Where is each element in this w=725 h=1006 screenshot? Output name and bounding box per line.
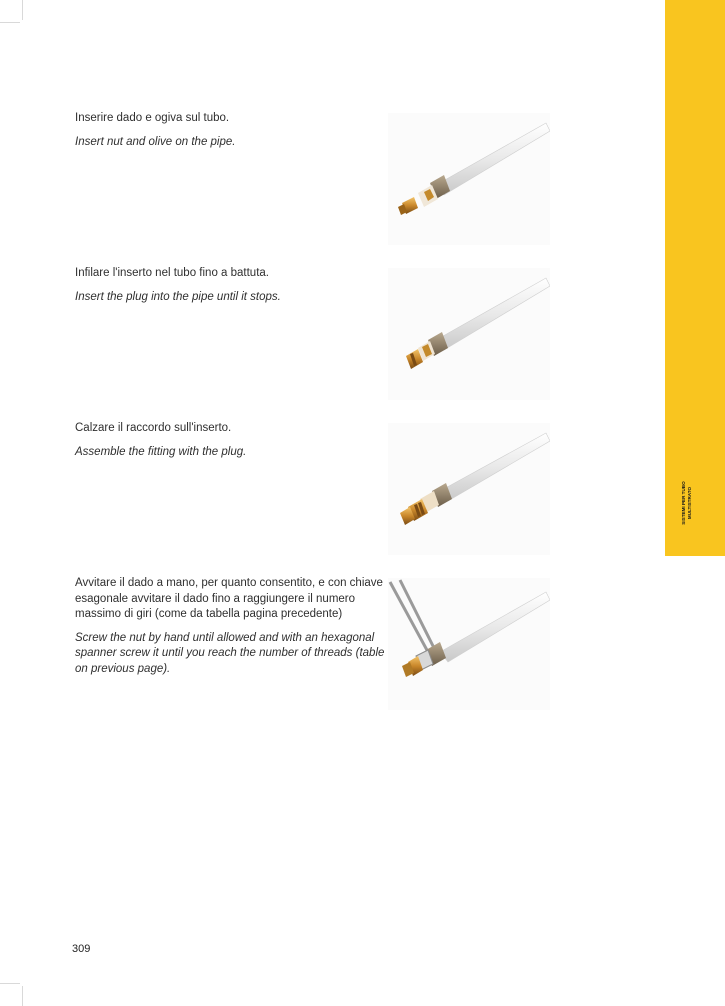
step-3 (75, 421, 385, 460)
section-tab-line2: MULTISTRATO (687, 486, 692, 520)
step-3-italian: Calzare il raccordo sull'inserto. (75, 422, 232, 434)
step-1-italian: Inserire dado e ogiva sul tubo. (75, 112, 230, 124)
step-4-english: Screw the nut by hand until allowed and with an hexagonal spanner screw it until you reach the number of threads (table on previous page). (75, 631, 385, 675)
crop-mark (0, 22, 20, 23)
crop-mark (22, 986, 23, 1006)
step-2-english: Insert the plug into the pipe until it stops. (75, 290, 281, 303)
step-4-italian: Avvitare il dado a mano, per quanto consentito, e con chiave esagonale avvitare il dado fino a raggiungere il numero massimo di giri (come da tabella pagina precedente) (75, 577, 383, 620)
step-2 (75, 266, 385, 305)
step-2-illustration (388, 268, 550, 400)
step-1 (75, 111, 385, 150)
step-3-illustration (388, 423, 550, 555)
page-number: 309 (72, 943, 91, 955)
section-tab-label (681, 443, 693, 563)
crop-mark (0, 983, 20, 984)
step-4 (75, 576, 385, 677)
step-2-italian: Infilare l'inserto nel tubo fino a battuta. (75, 267, 269, 279)
section-tab-line1: SISTEMI PER TUBO (681, 481, 686, 525)
crop-mark (22, 0, 23, 20)
step-4-illustration (388, 578, 550, 710)
step-1-english: Insert nut and olive on the pipe. (75, 135, 236, 148)
step-3-english: Assemble the fitting with the plug. (75, 445, 247, 458)
step-1-illustration (388, 113, 550, 245)
section-tab (665, 0, 725, 556)
